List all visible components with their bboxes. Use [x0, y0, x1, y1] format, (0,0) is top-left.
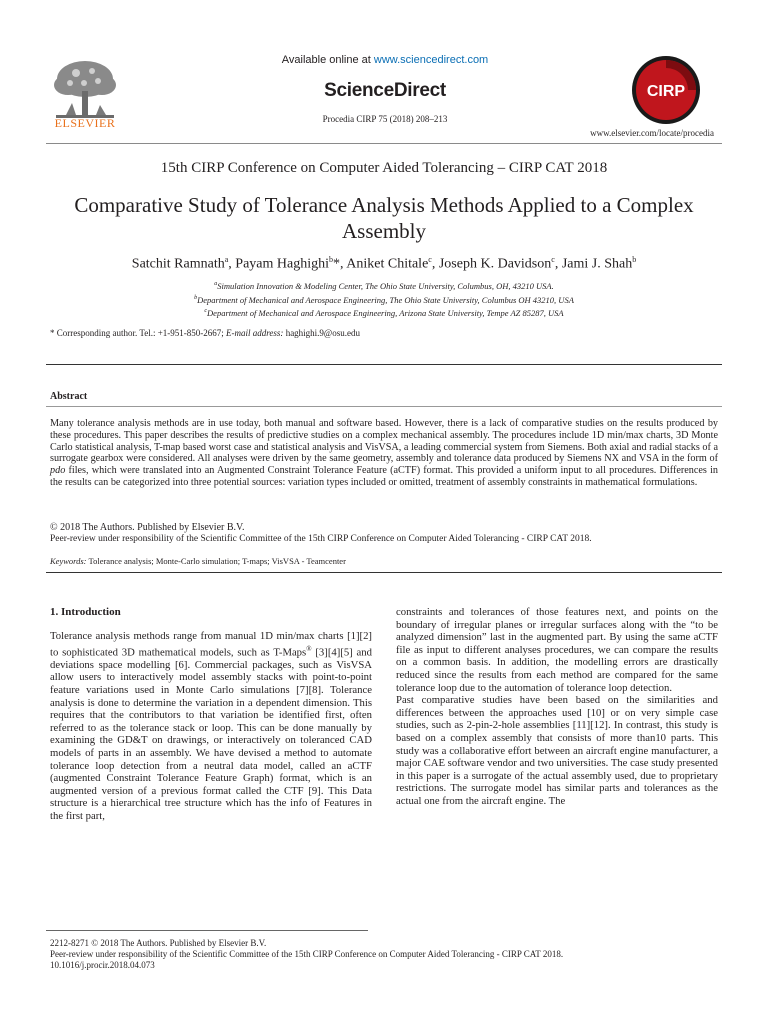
available-prefix: Available online at	[281, 54, 374, 66]
available-online	[200, 54, 570, 66]
abstract-part: Many tolerance analysis methods are in use today, both manual and software based. However, there is a lack of comparative studies on the results produced by these procedures. This paper describes the results of predictive studies on a complex mechanical assembly. The procedures include 1D min/max charts, 3D Monte Carlo statistical analysis, T-map based worst case and statistical analysis and VisVSA, a leading commercial system from Siemens. Both axial and radial stacks of a surrogate gearbox were considered. All analyses were driven by the same geometry, assembly and tolerance data produced by Siemens NX and VSA in the form of	[50, 418, 718, 465]
corresponding-author	[50, 328, 360, 338]
keywords-text: Tolerance analysis; Monte-Carlo simulation; T-maps; VisVSA - Teamcenter	[86, 556, 346, 566]
cirp-logo	[626, 54, 706, 126]
abstract-pdo: pdo	[50, 465, 66, 477]
corresponding-mark: *	[333, 256, 341, 272]
author-affiliation-mark: b	[329, 255, 334, 264]
corresponding-phone: * Corresponding author. Tel.: +1-951-850-2667;	[50, 328, 227, 338]
author-affiliation-mark: c	[428, 255, 432, 264]
author-name: Satchit Ramnath	[131, 256, 225, 272]
abstract-heading: Abstract	[50, 391, 88, 402]
body-paragraph: constraints and tolerances of those features next, and points on the boundary of irregular planes or irregular surfaces along with the “to be analyzed dimension” last in the augmented part. By using the same aCTF file as input to different analyses procedures, we can compare the results on a common basis. In addition, the modelling errors are drastically reduced since the results from each method are compared for the same tolerance loop due to the automation of tolerance loop detection.	[396, 606, 718, 694]
body-paragraph	[50, 630, 372, 822]
right-column	[396, 606, 718, 808]
keywords-line	[50, 556, 346, 566]
affiliation-text: Department of Mechanical and Aerospace Engineering, Arizona State University, Tempe AZ 85287, USA	[207, 308, 564, 318]
body-paragraph: Past comparative studies have been based on the similarities and differences between the approaches used [10] or on very simple case studies, such as 2-pin-2-hole assemblies [11][12]. In contrast, this study is based on a complex assembly that consists of more than10 parts. This study was a collaborative effort between an aircraft engine manufacturer, a major CAE software vendor and two universities. The case study presented in this paper is a surrogate of the actual assembly used, due to proprietary restrictions. The surrogate model has similar parts and tolerances as the actual one from the aircraft engine. The	[396, 694, 718, 807]
author-affiliation-mark: c	[551, 255, 555, 264]
abstract-rule	[46, 406, 722, 407]
peer-review-line: Peer-review under responsibility of the Scientific Committee of the 15th CIRP Conference on Computer Aided Tolerancing - CIRP CAT 2018.	[50, 534, 592, 544]
body-text: [3][4][5] and deviations space modelling [6]. Commercial packages, such as VisVSA allow users to interactively model assembly stacks with point-to-point feature variations used in Monte Carlo simulations [7][8]. Tolerance analysis is done to determine the variation in a dependent dimension. This requires that the contributors to that variation be identified first, often referred to as the tolerance stack or loop. This can be done manually by examining the GD&T on drawings, or interactively on toleranced CAD models of parts in an assembly. We have devised a method to automate tolerance loop detection from a neutral data model, called an aCTF (augmented Constraint Tolerance Feature Graph) format, which is an augmented version of a previous format called the CTF [9]. This Data structure is a hierarchical tree structure which has the info of Features in the first part,	[50, 646, 372, 822]
sciencedirect-brand: ScienceDirect	[324, 80, 446, 101]
sciencedirect-link[interactable]: www.sciencedirect.com	[373, 54, 489, 66]
author-affiliation-mark: b	[632, 255, 637, 264]
footer-notice	[50, 938, 730, 971]
affiliation	[46, 281, 722, 291]
section-rule	[46, 364, 722, 365]
paper-title: Comparative Study of Tolerance Analysis Methods Applied to a Complex Assembly	[74, 193, 694, 243]
affiliation-mark: c	[204, 308, 208, 315]
footer-peer-review: Peer-review under responsibility of the Scientific Committee of the 15th CIRP Conference on Computer Aided Tolerancing - CIRP CAT 2018.	[50, 949, 564, 959]
header-rule	[46, 143, 722, 144]
author-name: Payam Haghighi	[235, 256, 330, 272]
registered-mark: ®	[306, 644, 312, 653]
abstract-text	[50, 418, 718, 489]
author-name: Aniket Chitale	[346, 256, 429, 272]
affiliation-text: Department of Mechanical and Aerospace Engineering, The Ohio State University, Columbus OH 43210, USA	[197, 295, 574, 305]
footer-issn: 2212-8271 © 2018 The Authors. Published by Elsevier B.V.	[50, 938, 267, 948]
author-list: Satchit Ramnath$^a$, Payam Haghighi$^b$*, Aniket Chitale$^c$, Joseph K. Davidson$^c$, Jami J. Shah$^b$	[131, 255, 637, 272]
journal-citation: Procedia CIRP 75 (2018) 208–213	[322, 114, 448, 124]
conference-name: 15th CIRP Conference on Computer Aided Tolerancing – CIRP CAT 2018	[160, 160, 608, 176]
copyright-line: © 2018 The Authors. Published by Elsevier B.V.	[50, 522, 245, 533]
keywords-label: Keywords:	[50, 556, 87, 566]
affiliation-mark: b	[194, 295, 198, 302]
keywords-rule	[46, 572, 722, 573]
affiliation	[46, 295, 722, 305]
cirp-logo-text: CIRP	[646, 83, 686, 100]
affiliation-text: Simulation Innovation & Modeling Center, The Ohio State University, Columbus, OH, 43210 USA.	[217, 281, 554, 291]
abstract-part: files, which were translated into an Augmented Constraint Tolerance Feature (aCTF) format. This provided a uniform input to all procedures. Differences in the results can be categorized into three potential sources: variation types included or omitted, treatment of assembly constraints in mathematical formulations.	[50, 465, 718, 488]
corresponding-email[interactable]: haghighi.9@osu.edu	[283, 328, 360, 338]
introduction-heading: 1. Introduction	[50, 606, 121, 618]
procedia-site-link[interactable]: www.elsevier.com/locate/procedia	[590, 128, 714, 138]
footer-doi[interactable]: 10.1016/j.procir.2018.04.073	[50, 960, 155, 970]
body-text: Tolerance analysis methods range from manual 1D min/max charts [1][2] to sophisticated 3D mathematical models, such as T-Maps	[50, 630, 372, 659]
author-name: Jami J. Shah	[561, 256, 633, 272]
affiliation-mark: a	[214, 281, 218, 288]
author-affiliation-mark: a	[224, 255, 229, 264]
left-column	[50, 630, 372, 822]
affiliation	[46, 308, 722, 318]
footnote-rule	[46, 930, 368, 931]
elsevier-wordmark: ELSEVIER	[54, 116, 116, 130]
email-label: E-mail address:	[226, 328, 284, 338]
author-name: Joseph K. Davidson	[438, 256, 552, 272]
